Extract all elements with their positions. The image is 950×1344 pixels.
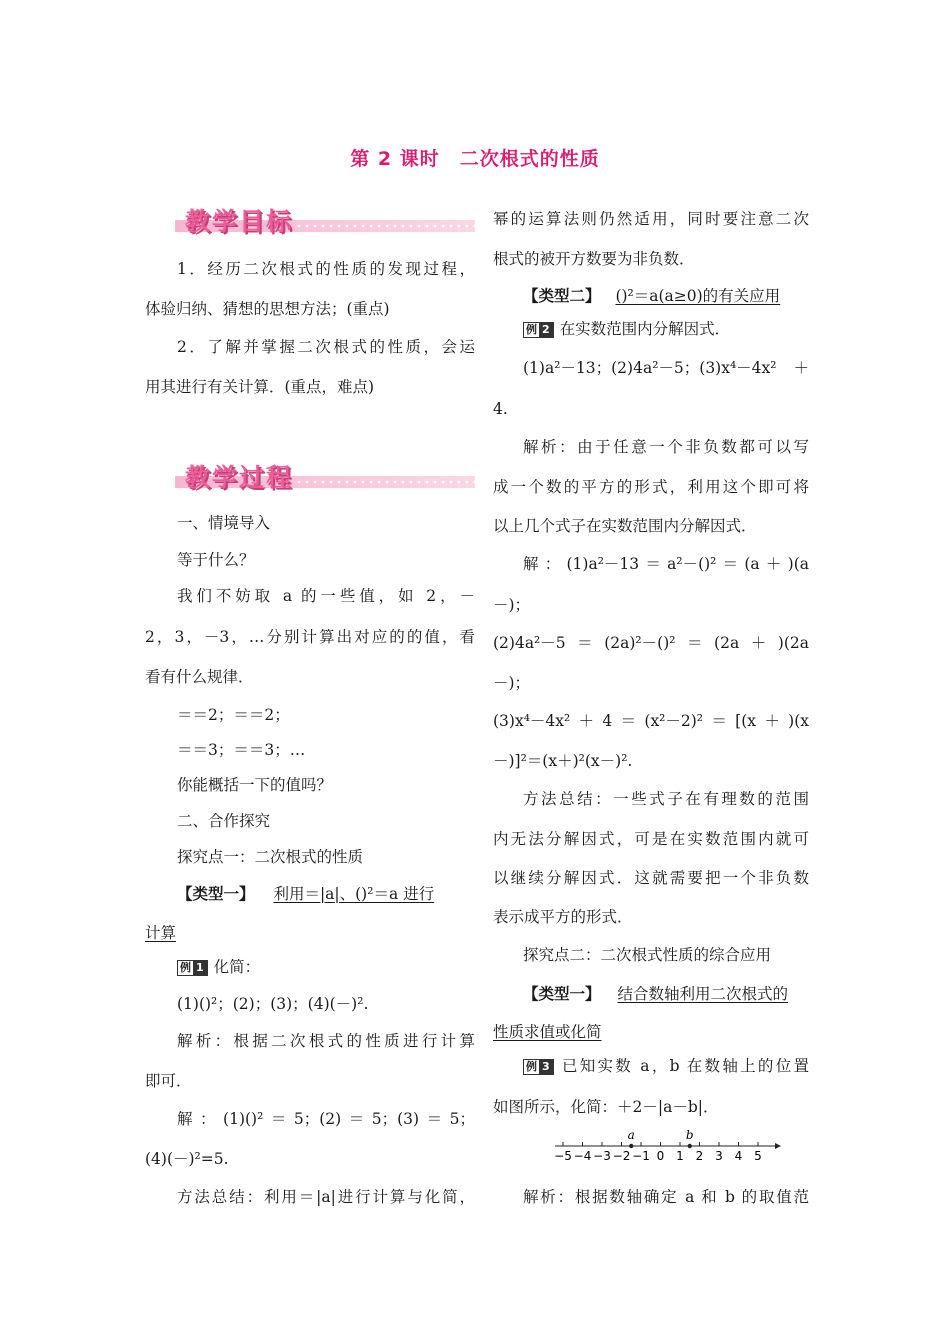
solution-2-line6: －)]²＝(x＋)²(x－)². xyxy=(493,752,633,770)
type-tag: 【类型一】 xyxy=(523,985,601,1003)
question-2: 你能概括一下的值吗？ xyxy=(177,776,333,794)
banner-title: 教学目标 xyxy=(185,207,294,236)
type-tag: 【类型二】 xyxy=(523,287,601,305)
equation-line-2: ＝＝3；＝＝3；… xyxy=(177,741,306,759)
banner-dots xyxy=(295,480,475,484)
type1-heading-cont: 计算 xyxy=(145,924,177,942)
banner-title: 教学过程 xyxy=(185,463,294,492)
type-title: 利用＝|a|、()²＝a 进行 xyxy=(273,885,435,903)
number-line-point-label: b xyxy=(685,1130,694,1142)
goal2-line1: 2．了解并掌握二次根式的性质，会运 xyxy=(177,338,475,356)
page-title: 第 2 课时 二次根式的性质 xyxy=(350,148,600,170)
example-text: 化简： xyxy=(213,958,261,976)
example-text: 在实数范围内分解因式． xyxy=(559,320,731,338)
summary-2-line1: 方法总结：一些式子在有理数的范围 xyxy=(523,790,809,808)
number-line-tick-label: 0 xyxy=(656,1149,665,1162)
example-text: 已知实数 a，b 在数轴上的位置 xyxy=(559,1057,809,1075)
explore-point-2: 探究点二：二次根式性质的综合应用 xyxy=(523,946,772,964)
goal1-line1: 1．经历二次根式的性质的发现过程， xyxy=(177,260,475,278)
paragraph-1-line3: 看有什么规律． xyxy=(145,668,254,686)
solution-2-line3: (2)4a²－5＝(2a)²－()²＝(2a＋)(2a xyxy=(493,634,809,652)
number-line-tick-label: −2 xyxy=(612,1149,631,1162)
number-line-point-a xyxy=(629,1144,633,1148)
continuation-line2: 根式的被开方数要为非负数． xyxy=(493,250,695,268)
solution-2-line5: (3)x⁴－4x²＋4＝(x²－2)²＝[(x＋)(x xyxy=(493,712,809,730)
number-line-tick-label: −1 xyxy=(632,1149,650,1162)
number-line-tick-label: 4 xyxy=(734,1149,743,1162)
type-title: 结合数轴利用二次根式的 xyxy=(617,985,788,1003)
example-3-line2: 如图所示，化简：＋2－|a－b|． xyxy=(493,1098,719,1116)
number-line-arrow xyxy=(775,1143,781,1149)
example-2-items-line2: 4. xyxy=(493,400,508,418)
solution-1-line1: 解：(1)()²＝5；(2)＝5；(3)＝5； xyxy=(177,1110,475,1128)
solution-2-line2: －)； xyxy=(493,596,531,614)
type2-heading xyxy=(493,285,780,307)
number-line-tick-label: 3 xyxy=(715,1149,723,1162)
example-1 xyxy=(145,956,260,978)
goal1-line2: 体验归纳、猜想的思想方法；(重点) xyxy=(145,300,390,318)
type-title: ()²＝a(a≥0)的有关应用 xyxy=(615,287,781,305)
number-line-tick-label: −4 xyxy=(573,1149,592,1162)
number-line-tick-label: −3 xyxy=(593,1149,611,1162)
explore-point-1: 探究点一：二次根式的性质 xyxy=(177,848,364,866)
analysis-2-line3: 以上几个式子在实数范围内分解因式． xyxy=(493,517,757,535)
analysis-3-line1: 解析：根据数轴确定 a 和 b 的取值范 xyxy=(523,1188,809,1206)
example-badge: 例 2 xyxy=(523,322,554,338)
solution-1-line2: (4)(－)²=5. xyxy=(145,1150,229,1168)
number-line-tick-label: 5 xyxy=(754,1149,762,1162)
solution-2-line4: －)； xyxy=(493,674,531,692)
number-line-figure xyxy=(553,1130,783,1162)
paragraph-1-line2: 2，3，－3，…分别计算出对应的的值，看 xyxy=(145,628,475,646)
banner-teaching-process xyxy=(145,458,475,498)
solution-2-line1: 解：(1)a²－13＝a²－()²＝(a＋)(a xyxy=(523,555,809,573)
number-line-point-b xyxy=(688,1144,692,1148)
question-1: 等于什么？ xyxy=(177,551,255,569)
number-line-point-label: a xyxy=(627,1130,635,1142)
summary-2-line4: 表示成平方的形式． xyxy=(493,908,633,926)
example-2 xyxy=(493,318,730,340)
analysis-2-line1: 解析：由于任意一个非负数都可以写 xyxy=(523,438,809,456)
example-badge: 例 3 xyxy=(523,1059,554,1075)
number-line-tick-label: 2 xyxy=(695,1149,704,1162)
type3-heading xyxy=(493,983,809,1005)
analysis-1-line2: 即可． xyxy=(145,1072,192,1090)
example-1-items: (1)()²；(2)；(3)；(4)(－)². xyxy=(177,995,369,1013)
banner-teaching-goals xyxy=(145,202,475,242)
section-cooperative: 二、合作探究 xyxy=(177,812,271,830)
type3-heading-cont: 性质求值或化简 xyxy=(493,1023,602,1041)
number-line-tick-label: 1 xyxy=(676,1149,684,1162)
example-3 xyxy=(493,1055,809,1077)
analysis-1-line1: 解析：根据二次根式的性质进行计算 xyxy=(177,1032,475,1050)
section-intro: 一、情境导入 xyxy=(177,514,271,532)
analysis-2-line2: 成一个数的平方的形式，利用这个即可将 xyxy=(493,478,809,496)
continuation-line1: 幂的运算法则仍然适用，同时要注意二次 xyxy=(493,210,809,228)
example-2-items-line1: (1)a²－13；(2)4a²－5；(3)x⁴－4x²＋ xyxy=(523,359,809,377)
number-line-ticks xyxy=(554,1142,762,1162)
banner-dots xyxy=(295,224,475,228)
number-line-tick-label: −5 xyxy=(554,1149,572,1162)
summary-2-line3: 以继续分解因式．这就需要把一个非负数 xyxy=(493,869,809,887)
summary-1-line1: 方法总结：利用＝|a|进行计算与化简， xyxy=(177,1188,475,1206)
paragraph-1-line1: 我们不妨取 a 的一些值，如 2，－ xyxy=(177,587,475,605)
summary-2-line2: 内无法分解因式，可是在实数范围内就可 xyxy=(493,830,809,848)
goal2-line2: 用其进行有关计算．(重点，难点) xyxy=(145,378,375,396)
equation-line-1: ＝＝2；＝＝2； xyxy=(177,706,290,724)
type-tag: 【类型一】 xyxy=(177,885,255,903)
example-badge: 例 1 xyxy=(177,960,208,976)
type1-heading xyxy=(145,883,475,905)
